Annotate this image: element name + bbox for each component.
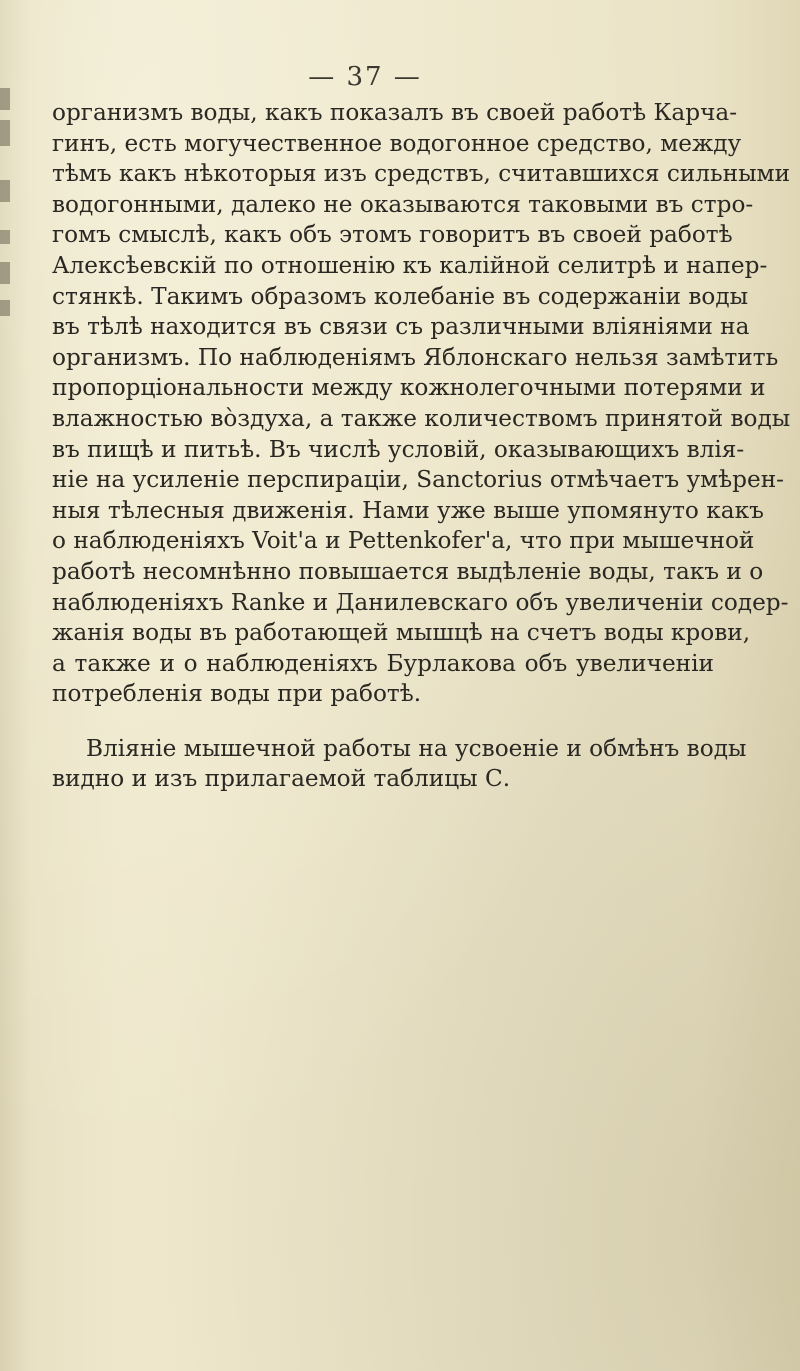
text-line: наблюденіяхъ Ranke и Данилевскаго объ увеличеніи содер- [52, 588, 789, 616]
text-line: а также и о наблюденіяхъ Бурлакова объ увеличеніи [52, 649, 714, 677]
text-line: жанія воды въ работающей мышцѣ на счетъ воды крови, [52, 619, 751, 647]
paragraph [52, 98, 791, 710]
text-line: потребленія воды при работѣ. [52, 680, 422, 708]
text-line: ныя тѣлесныя движенія. Нами уже выше упомянуто какъ [52, 496, 764, 524]
paragraph-gap [52, 710, 714, 734]
text-line: видно и изъ прилагаемой таблицы С. [52, 765, 511, 793]
text-line: гинъ, есть могучественное водогонное средство, между [52, 129, 742, 157]
text-line: влажностью вòздуха, а также количествомъ принятой воды [52, 404, 791, 432]
text-line: ніе на усиленіе перспираціи, Sanctorius отмѣчаетъ умѣрен- [52, 466, 784, 494]
binding-edge-mark [0, 300, 10, 316]
page-number: — 37 — [308, 62, 422, 92]
text-line: гомъ смыслѣ, какъ объ этомъ говоритъ въ своей работѣ [52, 221, 733, 249]
text-line: организмъ воды, какъ показалъ въ своей работѣ Карча- [52, 99, 738, 126]
binding-edge-mark [0, 230, 10, 244]
text-line: организмъ. По наблюденіямъ Яблонскаго нельзя замѣтить [52, 343, 779, 371]
text-line: Алексѣевскій по отношенію къ калійной селитрѣ и напер- [52, 251, 768, 279]
text-line: въ тѣлѣ находится въ связи съ различными вліяніями на [52, 313, 750, 341]
text-line: водогонными, далеко не оказываются таковыми въ стро- [52, 190, 754, 218]
body-text [52, 98, 791, 795]
text-line: Вліяніе мышечной работы на усвоеніе и обмѣнъ воды [86, 734, 747, 762]
text-line: тѣмъ какъ нѣкоторыя изъ средствъ, считавшихся сильными [52, 160, 791, 188]
text-line: стянкѣ. Такимъ образомъ колебаніе въ содержаніи воды [52, 282, 749, 310]
text-line: работѣ несомнѣнно повышается выдѣленіе воды, такъ и о [52, 557, 764, 585]
paragraph [52, 734, 747, 795]
binding-edge-mark [0, 120, 10, 146]
text-line: пропорціональности между кожнолегочными потерями и [52, 374, 766, 402]
binding-edge-mark [0, 180, 10, 202]
text-line: въ пищѣ и питьѣ. Въ числѣ условій, оказывающихъ влія- [52, 435, 745, 463]
text-line: о наблюденіяхъ Voit'а и Pettenkofer'а, что при мышечной [52, 527, 755, 555]
binding-edge-mark [0, 262, 10, 284]
